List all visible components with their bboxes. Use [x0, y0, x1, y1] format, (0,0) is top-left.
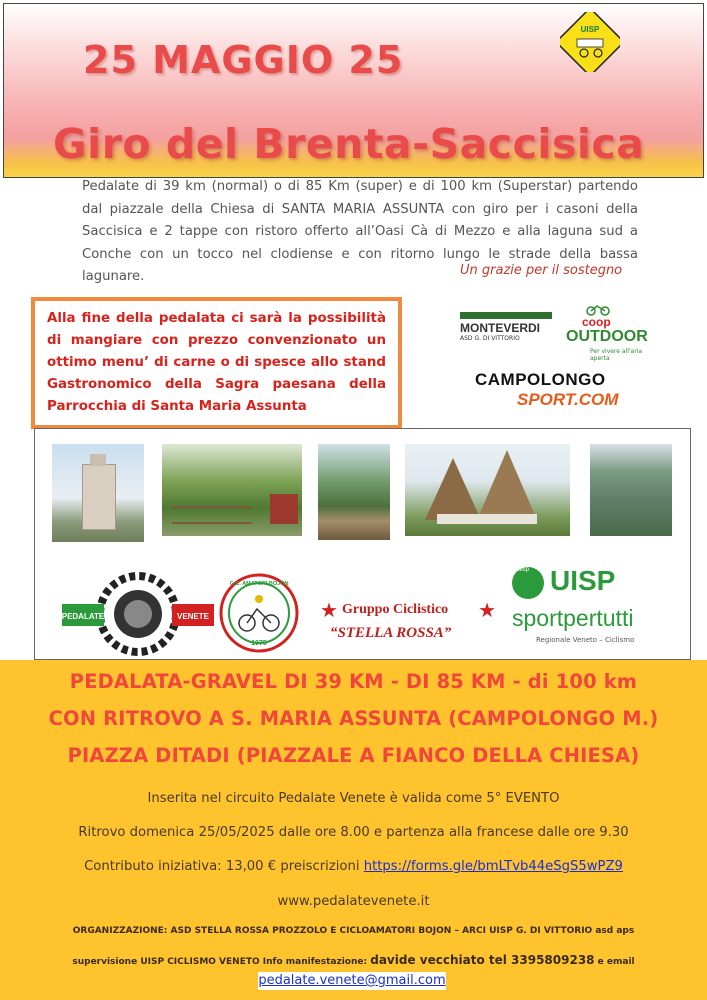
- circuit-info: Inserita nel circuito Pedalate Venete è valida come 5° EVENTO: [147, 791, 560, 806]
- meeting-time-info: Ritrovo domenica 25/05/2025 dalle ore 8.00 e partenza alla francese dalle ore 9.30: [78, 825, 629, 840]
- uisp-safety-badge-icon: [560, 12, 620, 72]
- event-description: Pedalate di 39 km (normal) o di 85 Km (super) e di 100 km (Superstar) partendo dal piazzale della Chiesa di SANTA MARIA ASSUNTA con giro per i casoni della Saccisica e 2 tappe con ristoro offerto all’Oasi Cà di Mezzo e alla laguna sud a Conche con un tocco nel clodiense e con ritorno lungo le strade della bassa lagunare.: [82, 179, 638, 285]
- pedalate-label: PEDALATE: [62, 612, 105, 621]
- star-icon: ★: [320, 598, 338, 622]
- uisp-badge-label: UISP: [580, 25, 600, 34]
- stella-label-2: “STELLA ROSSA”: [330, 625, 452, 641]
- uisp-label: UISP: [550, 565, 616, 596]
- supervision-text: supervisione UISP CICLISMO VENETO Info manifestazione:: [72, 957, 368, 967]
- uisp-small-label: uisp: [518, 567, 530, 573]
- pedalate-venete-logo: [62, 572, 214, 658]
- fee-text: Contributo iniziativa: 13,00 € preiscrizioni: [84, 859, 360, 874]
- square-line: PIAZZA DITADI (PIAZZALE A FIANCO DELLA CHIESA): [67, 744, 640, 767]
- bojon-club-logo: [219, 571, 299, 655]
- outdoor-label: OUTDOOR: [566, 328, 648, 345]
- distances-line: PEDALATA-GRAVEL DI 39 KM - DI 85 KM - di 100 km: [69, 670, 638, 693]
- meeting-point-line: CON RITROVO A S. MARIA ASSUNTA (CAMPOLONGO M.): [48, 707, 659, 730]
- monteverdi-sub: ASD G. DI VITTORIO: [460, 335, 520, 342]
- sport-label: SPORT.COM: [517, 390, 619, 409]
- bojon-ring-label: G.C. AMATORI BOJON: [229, 581, 289, 587]
- star-icon: ★: [478, 598, 496, 622]
- fee-info: [0, 859, 707, 874]
- sportpertutti-label: sportpertutti: [512, 605, 634, 631]
- monteverdi-label: MONTEVERDI: [460, 321, 541, 335]
- bojon-year: 1975: [251, 640, 267, 647]
- lagoon-photo: [590, 444, 672, 536]
- stella-label-1: Gruppo Ciclistico: [342, 602, 449, 617]
- event-info-section: [0, 660, 707, 1000]
- coop-label: coop: [582, 315, 611, 329]
- uisp-sub-label: Regionale Veneto – Ciclismo: [536, 636, 635, 644]
- casoni-photo: [405, 444, 570, 536]
- email-box: [258, 972, 446, 990]
- church-photo: [52, 444, 144, 542]
- campolongo-label: CAMPOLONGO: [475, 370, 606, 389]
- campolongo-sport-logo: [475, 370, 635, 414]
- food-info-box: [31, 297, 402, 429]
- park-photo: [162, 444, 302, 536]
- monteverdi-logo: [460, 312, 552, 348]
- boardwalk-photo: [318, 444, 390, 540]
- food-info-text: Alla fine della pedalata ci sarà la possibilità di mangiare con prezzo convenzionato un ottimo menu’ di carne o di spesce allo stand Gastronomico della Sagra paesana della Parrocchia di Santa Maria Assunta: [47, 311, 386, 414]
- sponsor-thanks: Un grazie per il sostegno: [460, 263, 623, 278]
- email-link[interactable]: pedalate.venete@gmail.com: [258, 973, 446, 988]
- preregistration-link[interactable]: https://forms.gle/bmLTvb44eSgS5wPZ9: [363, 859, 623, 874]
- event-title: Giro del Brenta-Saccisica: [53, 120, 645, 168]
- supervision-info: [0, 953, 707, 967]
- website-text: www.pedalatevenete.it: [277, 894, 430, 909]
- organization-info: ORGANIZZAZIONE: ASD STELLA ROSSA PROZZOLO E CICLOAMATORI BOJON – ARCI UISP G. DI VITTORIO asd aps: [72, 926, 635, 936]
- email-label: e email: [597, 957, 635, 967]
- venete-label: VENETE: [176, 612, 210, 621]
- stella-rossa-logo: [320, 598, 496, 648]
- contact-text: davide vecchiato tel 3395809238: [370, 953, 595, 967]
- outdoor-sub: Per vivere all'aria aperta: [590, 348, 643, 362]
- uisp-sportpertutti-logo: [510, 565, 660, 655]
- event-date: 25 MAGGIO 25: [83, 38, 404, 82]
- coop-outdoor-logo: [560, 304, 650, 362]
